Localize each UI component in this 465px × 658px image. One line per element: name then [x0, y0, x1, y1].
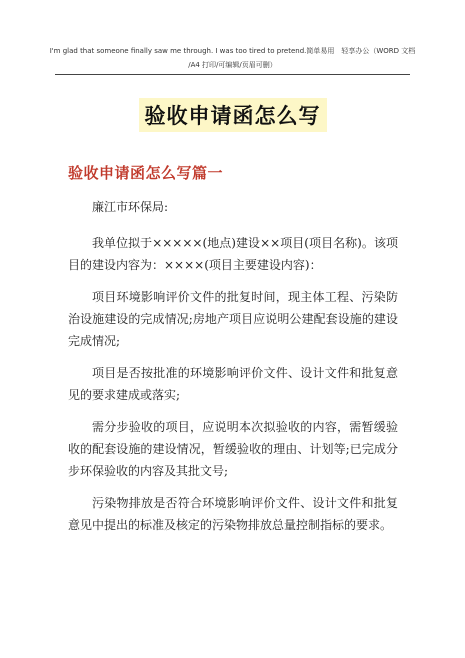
- body-paragraph: 我单位拟于×××××(地点)建设××项目(项目名称)。该项目的建设内容为：××××(项目主要建设内容)：: [68, 236, 398, 272]
- body-paragraph: 项目环境影响评价文件的批复时间，现主体工程、污染防治设施建设的完成情况;房地产项目应说明公建配套设施的建设完成情况;: [68, 290, 398, 348]
- body-paragraph: 需分步验收的项目，应说明本次拟验收的内容，需暂缓验收的配套设施的建设情况，暂缓验收的理由、计划等;已完成分步环保验收的内容及其批文号;: [68, 420, 398, 478]
- body-paragraph: 项目是否按批准的环境影响评价文件、设计文件和批复意见的要求建成或落实;: [68, 366, 398, 402]
- document-title: 验收申请函怎么写: [139, 98, 327, 132]
- body-paragraph: 污染物排放是否符合环境影响评价文件、设计文件和批复意见中提出的标准及核定的污染物排放总量控制指标的要求。: [68, 496, 398, 532]
- header-text-line-1: I'm glad that someone finally saw me through. I was too tired to pretend.简单易用 轻享办公（WORD 文档: [49, 47, 416, 55]
- header-divider: [55, 74, 410, 75]
- section-heading: 验收申请函怎么写篇一: [68, 164, 224, 182]
- header-text-line-2: /A4 打印/可编辑/页眉可删）: [188, 61, 277, 69]
- salutation-paragraph: 廉江市环保局:: [92, 200, 169, 214]
- document-body: [68, 196, 398, 546]
- title-container: [0, 98, 465, 132]
